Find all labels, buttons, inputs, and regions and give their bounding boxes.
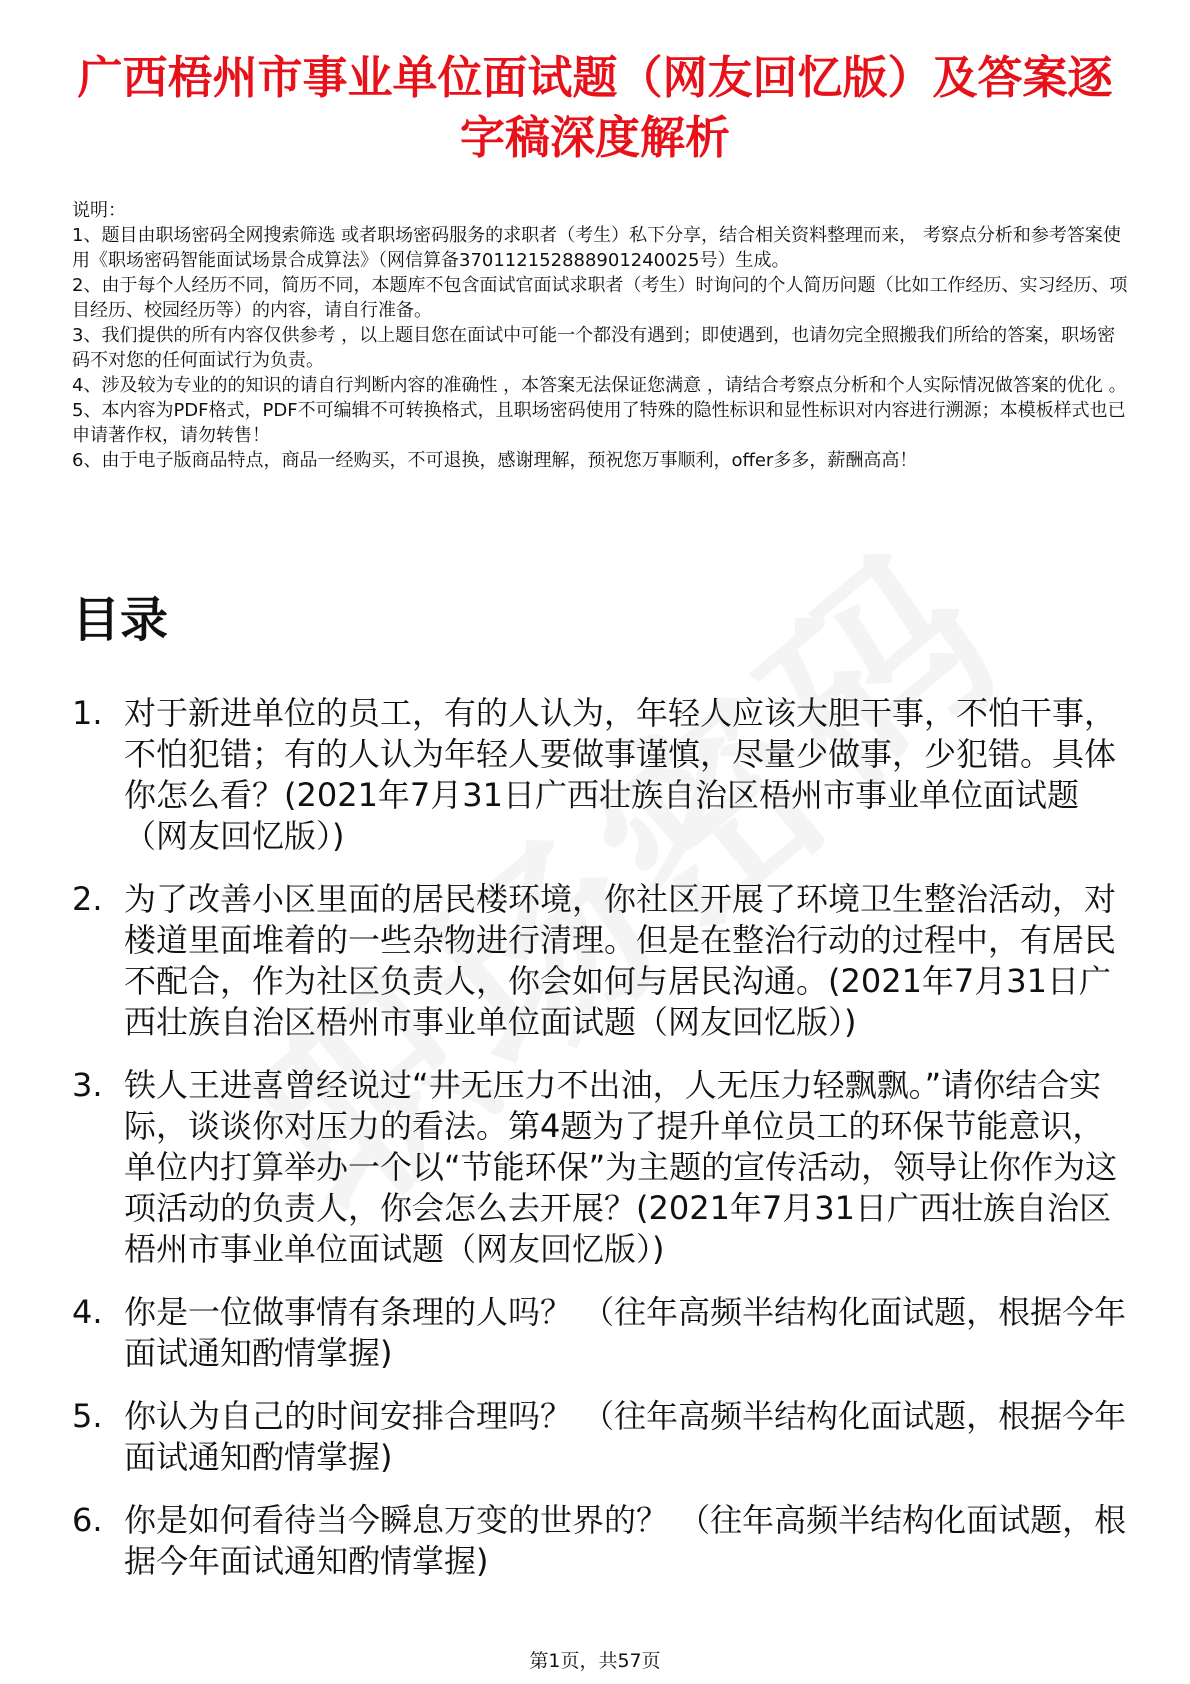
toc-item-text: 为了改善小区里面的居民楼环境，你社区开展了环境卫生整治活动，对楼道里面堆着的一些杂物进行清理。但是在整治行动的过程中，有居民不配合，作为社区负责人，你会如何与居民沟通。(2021年7月31日广西壮族自治区梧州市事业单位面试题（网友回忆版）) xyxy=(124,880,1117,1041)
toc-item-text: 对于新进单位的员工，有的人认为，年轻人应该大胆干事，不怕干事，不怕犯错；有的人认为年轻人要做事谨慎，尽量少做事，少犯错。具体你怎么看？(2021年7月31日广西壮族自治区梧州市事业单位面试题（网友回忆版）) xyxy=(124,694,1117,855)
toc-item[interactable] xyxy=(72,879,1132,1043)
note-item: 5、本内容为PDF格式，PDF不可编辑不可转换格式，且职场密码使用了特殊的隐性标识和显性标识对内容进行溯源；本模板样式也已申请著作权，请勿转售！ xyxy=(72,400,1126,446)
toc-item-number: 6. xyxy=(72,1501,103,1539)
toc-item-number: 3. xyxy=(72,1066,103,1104)
toc-item[interactable] xyxy=(72,1292,1132,1374)
toc-item-text: 你是如何看待当今瞬息万变的世界的？ （往年高频半结构化面试题，根据今年面试通知酌情掌握) xyxy=(124,1501,1127,1580)
note-item: 3、我们提供的所有内容仅供参考 ，以上题目您在面试中可能一个都没有遇到；即使遇到，也请勿完全照搬我们所给的答案，职场密码不对您的任何面试行为负责。 xyxy=(72,325,1116,371)
page-footer: 第1页，共57页 xyxy=(529,1650,661,1672)
toc-heading: 目录 xyxy=(72,592,169,648)
document-title: 广西梧州市事业单位面试题（网友回忆版）及答案逐字稿深度解析 xyxy=(77,51,1113,164)
toc-item-number: 1. xyxy=(72,694,103,732)
notes-section xyxy=(72,198,1132,473)
toc-item[interactable] xyxy=(72,1500,1132,1582)
toc-item[interactable] xyxy=(72,1396,1132,1478)
toc-item-number: 5. xyxy=(72,1397,103,1435)
toc-item-text: 你认为自己的时间安排合理吗？ （往年高频半结构化面试题，根据今年面试通知酌情掌握) xyxy=(124,1397,1127,1476)
notes-heading: 说明： xyxy=(72,200,126,221)
table-of-contents xyxy=(72,693,1132,1604)
note-item: 2、由于每个人经历不同，简历不同，本题库不包含面试官面试求职者（考生）时询问的个人简历问题（比如工作经历、实习经历、项目经历、校园经历等）的内容，请自行准备。 xyxy=(72,275,1128,321)
note-item: 4、涉及较为专业的的知识的请自行判断内容的准确性 ，本答案无法保证您满意 ，请结合考察点分析和个人实际情况做答案的优化 。 xyxy=(72,375,1127,396)
toc-item-text: 铁人王进喜曾经说过“井无压力不出油，人无压力轻飘飘。”请你结合实际，谈谈你对压力的看法。第4题为了提升单位员工的环保节能意识，单位内打算举办一个以“节能环保”为主题的宣传活动，领导让你作为这项活动的负责人，你会怎么去开展？(2021年7月31日广西壮族自治区梧州市事业单位面试题（网友回忆版）) xyxy=(124,1066,1118,1268)
toc-item-number: 4. xyxy=(72,1293,103,1331)
toc-item-text: 你是一位做事情有条理的人吗？ （往年高频半结构化面试题，根据今年面试通知酌情掌握) xyxy=(124,1293,1127,1372)
toc-item-number: 2. xyxy=(72,880,103,918)
toc-item[interactable] xyxy=(72,1065,1132,1270)
note-item: 1、题目由职场密码全网搜索筛选 或者职场密码服务的求职者（考生）私下分享，结合相关资料整理而来， 考察点分析和参考答案使用《职场密码智能面试场景合成算法》（网信算备370112152888901240025号）生成。 xyxy=(72,225,1121,271)
note-item: 6、由于电子版商品特点，商品一经购买，不可退换，感谢理解，预祝您万事顺利，offer多多，薪酬高高！ xyxy=(72,450,918,471)
toc-item[interactable] xyxy=(72,693,1132,857)
